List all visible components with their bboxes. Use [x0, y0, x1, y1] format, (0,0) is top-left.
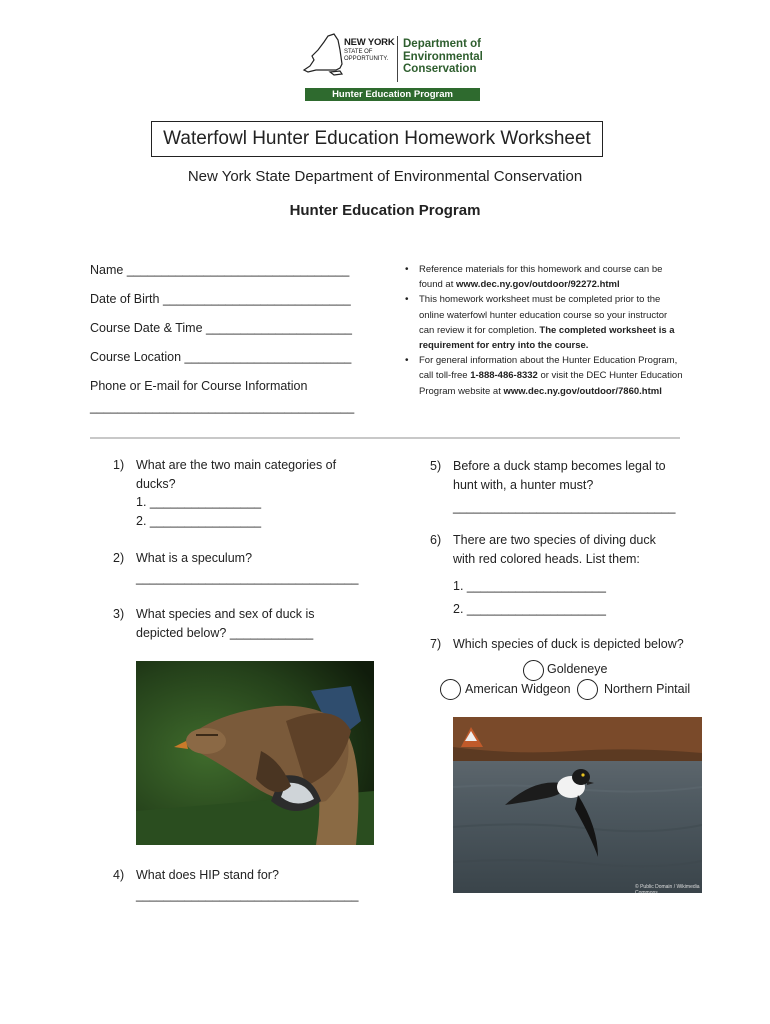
answer-line[interactable]: ________________________________ — [453, 500, 676, 514]
answer-line[interactable]: 2. ________________ — [136, 514, 262, 528]
answer-line[interactable]: ________________________________ — [136, 888, 359, 902]
question-text: There are two species of diving duck — [453, 533, 656, 547]
reference-link[interactable]: www.dec.ny.gov/outdoor/92272.html — [455, 279, 620, 291]
goldeneye-radio[interactable] — [523, 660, 544, 681]
question-text: What are the two main categories of — [136, 458, 337, 472]
answer-line[interactable]: ________________________________ — [136, 571, 359, 585]
subtitle: New York State Department of Environmental Conservation — [187, 168, 583, 185]
question-number: 3) — [113, 607, 125, 621]
contact-field[interactable]: ______________________________________ — [90, 400, 355, 414]
program-heading: Hunter Education Program — [289, 202, 481, 219]
question-number: 6) — [430, 533, 442, 547]
question-number: 7) — [430, 637, 442, 651]
question-1 — [113, 456, 393, 536]
course-location-field[interactable]: Course Location ________________________ — [90, 350, 352, 364]
question-6 — [430, 531, 730, 621]
question-2 — [113, 549, 393, 589]
section-divider — [90, 437, 680, 439]
info-bullets — [405, 262, 685, 399]
ny-logo-tagline: STATE OF OPPORTUNITY. — [344, 49, 389, 62]
question-number: 4) — [113, 868, 125, 882]
question-text: What species and sex of duck is — [136, 607, 315, 621]
bullet-reference: • Reference materials for this homework and course can be found at www.dec.ny.gov/outdoor/92272.html — [405, 262, 685, 292]
answer-line[interactable]: 2. ____________________ — [453, 602, 606, 616]
answer-line[interactable]: 1. ____________________ — [453, 579, 606, 593]
northern-pintail-label: Northern Pintail — [604, 682, 691, 696]
question-number: 2) — [113, 551, 125, 565]
mallard-hen-photo — [136, 661, 374, 845]
american-widgeon-label: American Widgeon — [465, 682, 571, 696]
course-date-field[interactable]: Course Date & Time _____________________ — [90, 321, 353, 335]
ny-logo-name: NEW YORK — [344, 37, 395, 48]
northern-pintail-radio[interactable] — [577, 679, 598, 700]
question-text: Which species of duck is depicted below? — [453, 637, 684, 651]
dec-logo-name: Department of Environmental Conservation — [403, 38, 483, 75]
dob-field[interactable]: Date of Birth ___________________________ — [90, 292, 351, 306]
goldeneye-photo — [453, 717, 702, 893]
answer-line[interactable]: 1. ________________ — [136, 495, 262, 509]
question-text: ducks? — [136, 477, 176, 491]
question-number: 1) — [113, 458, 125, 472]
question-text: hunt with, a hunter must? — [453, 478, 594, 492]
program-banner: Hunter Education Program — [305, 88, 480, 101]
bullet-general-info: • For general information about the Hunter Education Program, call toll-free 1-888-486-8332 or visit the DEC Hunter Education Program website at www.dec.ny.gov/outdoor/7860.html — [405, 353, 685, 399]
goldeneye-label: Goldeneye — [547, 662, 608, 676]
contact-label: Phone or E-mail for Course Information — [90, 379, 308, 393]
question-text: with red colored heads. List them: — [453, 552, 640, 566]
phone-number: 1-888-486-8332 — [470, 370, 538, 382]
question-text: What does HIP stand for? — [136, 868, 279, 882]
photo-credit: © Public Domain / Wikimedia Commons — [635, 884, 700, 893]
question-text: Before a duck stamp becomes legal to — [453, 459, 666, 473]
program-website-link[interactable]: www.dec.ny.gov/outdoor/7860.html — [503, 385, 662, 397]
name-field[interactable]: Name ________________________________ — [90, 263, 350, 277]
question-3 — [113, 605, 393, 645]
dec-logo — [300, 30, 485, 102]
ny-state-outline-icon — [300, 30, 344, 82]
question-number: 5) — [430, 459, 442, 473]
bullet-requirement: • This homework worksheet must be completed prior to the online waterfowl hunter education course so your instructor can review it for completion. The completed worksheet is a requirement for entry into the course. — [405, 292, 685, 353]
question-text[interactable]: depicted below? ____________ — [136, 626, 314, 640]
question-4 — [113, 866, 393, 906]
worksheet-title: Waterfowl Hunter Education Homework Worksheet — [151, 121, 603, 157]
question-text: What is a speculum? — [136, 551, 253, 565]
logo-divider — [397, 36, 398, 82]
question-5 — [430, 457, 730, 517]
question-7 — [430, 635, 730, 655]
american-widgeon-radio[interactable] — [440, 679, 461, 700]
